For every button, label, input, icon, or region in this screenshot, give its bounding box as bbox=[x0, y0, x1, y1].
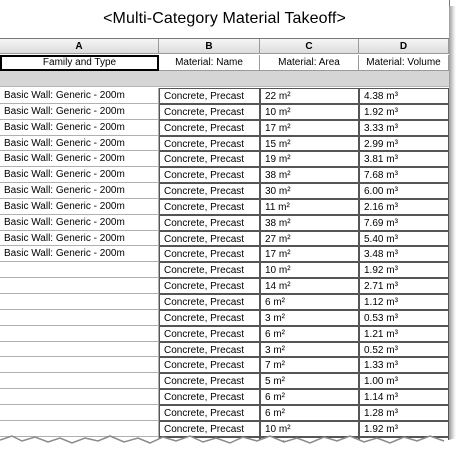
material-volume-cell[interactable]: 2.16 m³ bbox=[359, 199, 449, 215]
material-volume-cell[interactable]: 4.38 m³ bbox=[359, 88, 449, 104]
material-volume-cell[interactable]: 5.40 m³ bbox=[359, 231, 449, 247]
material-volume-cell[interactable]: 6.00 m³ bbox=[359, 183, 449, 199]
material-name-cell[interactable]: Concrete, Precast bbox=[159, 88, 260, 104]
material-name-cell[interactable]: Concrete, Precast bbox=[159, 405, 260, 421]
header-material-name[interactable]: Material: Name bbox=[159, 55, 260, 71]
table-row[interactable] bbox=[0, 215, 449, 231]
table-row[interactable] bbox=[0, 88, 449, 104]
family-type-cell[interactable]: Basic Wall: Generic - 200m bbox=[0, 246, 159, 262]
header-family-and-type[interactable]: Family and Type bbox=[0, 55, 159, 71]
table-row[interactable] bbox=[0, 104, 449, 120]
table-row[interactable] bbox=[0, 294, 449, 310]
material-area-cell[interactable]: 27 m² bbox=[260, 231, 359, 247]
schedule-title: <Multi-Category Material Takeoff> bbox=[0, 0, 449, 39]
family-type-cell[interactable]: Basic Wall: Generic - 200m bbox=[0, 215, 159, 231]
family-type-cell[interactable]: Basic Wall: Generic - 200m bbox=[0, 167, 159, 183]
table-row[interactable] bbox=[0, 136, 449, 152]
family-type-cell[interactable] bbox=[0, 278, 159, 294]
family-type-cell[interactable]: Basic Wall: Generic - 200m bbox=[0, 88, 159, 104]
material-name-cell[interactable]: Concrete, Precast bbox=[159, 278, 260, 294]
material-name-cell[interactable]: Concrete, Precast bbox=[159, 310, 260, 326]
material-name-cell[interactable]: Concrete, Precast bbox=[159, 342, 260, 358]
material-volume-cell[interactable]: 1.92 m³ bbox=[359, 104, 449, 120]
material-area-cell[interactable]: 14 m² bbox=[260, 278, 359, 294]
material-volume-cell[interactable]: 1.28 m³ bbox=[359, 405, 449, 421]
material-area-cell[interactable]: 15 m² bbox=[260, 136, 359, 152]
material-name-cell[interactable]: Concrete, Precast bbox=[159, 120, 260, 136]
material-area-cell[interactable]: 17 m² bbox=[260, 120, 359, 136]
material-name-cell[interactable]: Concrete, Precast bbox=[159, 199, 260, 215]
header-material-volume[interactable]: Material: Volume bbox=[359, 55, 449, 71]
family-type-cell[interactable]: Basic Wall: Generic - 200m bbox=[0, 231, 159, 247]
material-area-cell[interactable]: 10 m² bbox=[260, 421, 359, 437]
family-type-cell[interactable]: Basic Wall: Generic - 200m bbox=[0, 120, 159, 136]
material-area-cell[interactable]: 38 m² bbox=[260, 215, 359, 231]
table-row[interactable] bbox=[0, 357, 449, 373]
family-type-cell[interactable] bbox=[0, 310, 159, 326]
material-volume-cell[interactable]: 1.92 m³ bbox=[359, 262, 449, 278]
material-name-cell[interactable]: Concrete, Precast bbox=[159, 246, 260, 262]
material-area-cell[interactable]: 10 m² bbox=[260, 262, 359, 278]
family-type-cell[interactable] bbox=[0, 326, 159, 342]
material-volume-cell[interactable]: 1.12 m³ bbox=[359, 294, 449, 310]
table-row[interactable] bbox=[0, 262, 449, 278]
family-type-cell[interactable] bbox=[0, 373, 159, 389]
material-name-cell[interactable]: Concrete, Precast bbox=[159, 294, 260, 310]
family-type-cell[interactable]: Basic Wall: Generic - 200m bbox=[0, 183, 159, 199]
material-name-cell[interactable]: Concrete, Precast bbox=[159, 262, 260, 278]
table-row[interactable] bbox=[0, 326, 449, 342]
family-type-cell[interactable] bbox=[0, 357, 159, 373]
material-volume-cell[interactable]: 7.68 m³ bbox=[359, 167, 449, 183]
table-row[interactable] bbox=[0, 151, 449, 167]
material-volume-cell[interactable]: 1.92 m³ bbox=[359, 421, 449, 437]
sheet-shadow bbox=[449, 6, 456, 457]
material-name-cell[interactable]: Concrete, Precast bbox=[159, 215, 260, 231]
material-area-cell[interactable]: 6 m² bbox=[260, 405, 359, 421]
material-area-cell[interactable]: 19 m² bbox=[260, 151, 359, 167]
column-letter-c[interactable]: C bbox=[260, 39, 359, 54]
material-volume-cell[interactable]: 7.69 m³ bbox=[359, 215, 449, 231]
material-name-cell[interactable]: Concrete, Precast bbox=[159, 389, 260, 405]
material-area-cell[interactable]: 17 m² bbox=[260, 246, 359, 262]
material-name-cell[interactable]: Concrete, Precast bbox=[159, 167, 260, 183]
table-row[interactable] bbox=[0, 120, 449, 136]
table-row[interactable] bbox=[0, 278, 449, 294]
header-separator-band bbox=[0, 71, 449, 87]
family-type-cell[interactable]: Basic Wall: Generic - 200m bbox=[0, 199, 159, 215]
family-type-cell[interactable] bbox=[0, 389, 159, 405]
table-row[interactable] bbox=[0, 199, 449, 215]
material-volume-cell[interactable]: 1.00 m³ bbox=[359, 373, 449, 389]
material-name-cell[interactable]: Concrete, Precast bbox=[159, 183, 260, 199]
material-name-cell[interactable]: Concrete, Precast bbox=[159, 373, 260, 389]
material-volume-cell[interactable]: 1.33 m³ bbox=[359, 357, 449, 373]
material-volume-cell[interactable]: 1.14 m³ bbox=[359, 389, 449, 405]
table-row[interactable] bbox=[0, 231, 449, 247]
material-volume-cell[interactable]: 0.53 m³ bbox=[359, 310, 449, 326]
material-name-cell[interactable]: Concrete, Precast bbox=[159, 231, 260, 247]
material-area-cell[interactable]: 6 m² bbox=[260, 326, 359, 342]
table-row[interactable] bbox=[0, 183, 449, 199]
material-volume-cell[interactable]: 2.99 m³ bbox=[359, 136, 449, 152]
material-area-cell[interactable]: 30 m² bbox=[260, 183, 359, 199]
family-type-cell[interactable] bbox=[0, 405, 159, 421]
material-volume-cell[interactable]: 1.21 m³ bbox=[359, 326, 449, 342]
column-letter-a[interactable]: A bbox=[0, 39, 159, 54]
material-area-cell[interactable]: 38 m² bbox=[260, 167, 359, 183]
table-row[interactable] bbox=[0, 342, 449, 358]
family-type-cell[interactable]: Basic Wall: Generic - 200m bbox=[0, 136, 159, 152]
family-type-cell[interactable] bbox=[0, 294, 159, 310]
family-type-cell[interactable]: Basic Wall: Generic - 200m bbox=[0, 104, 159, 120]
material-name-cell[interactable]: Concrete, Precast bbox=[159, 357, 260, 373]
material-area-cell[interactable]: 5 m² bbox=[260, 373, 359, 389]
table-row[interactable] bbox=[0, 310, 449, 326]
table-row[interactable] bbox=[0, 167, 449, 183]
table-row[interactable] bbox=[0, 246, 449, 262]
material-area-cell[interactable]: 7 m² bbox=[260, 357, 359, 373]
family-type-cell[interactable] bbox=[0, 262, 159, 278]
material-area-cell[interactable]: 22 m² bbox=[260, 88, 359, 104]
material-area-cell[interactable]: 6 m² bbox=[260, 294, 359, 310]
material-volume-cell[interactable]: 3.48 m³ bbox=[359, 246, 449, 262]
material-volume-cell[interactable]: 2.71 m³ bbox=[359, 278, 449, 294]
table-row[interactable] bbox=[0, 405, 449, 421]
family-type-cell[interactable] bbox=[0, 342, 159, 358]
material-area-cell[interactable]: 10 m² bbox=[260, 104, 359, 120]
column-letter-b[interactable]: B bbox=[159, 39, 260, 54]
material-volume-cell[interactable]: 0.52 m³ bbox=[359, 342, 449, 358]
family-type-cell[interactable]: Basic Wall: Generic - 200m bbox=[0, 151, 159, 167]
material-area-cell[interactable]: 3 m² bbox=[260, 342, 359, 358]
table-row[interactable] bbox=[0, 373, 449, 389]
material-area-cell[interactable]: 11 m² bbox=[260, 199, 359, 215]
material-area-cell[interactable]: 6 m² bbox=[260, 389, 359, 405]
header-material-area[interactable]: Material: Area bbox=[260, 55, 359, 71]
material-name-cell[interactable]: Concrete, Precast bbox=[159, 151, 260, 167]
material-name-cell[interactable]: Concrete, Precast bbox=[159, 104, 260, 120]
torn-edge bbox=[0, 432, 457, 457]
table-row[interactable] bbox=[0, 389, 449, 405]
material-name-cell[interactable]: Concrete, Precast bbox=[159, 136, 260, 152]
column-letter-d[interactable]: D bbox=[359, 39, 449, 54]
material-volume-cell[interactable]: 3.33 m³ bbox=[359, 120, 449, 136]
material-area-cell[interactable]: 3 m² bbox=[260, 310, 359, 326]
schedule-rows bbox=[0, 88, 449, 452]
material-name-cell[interactable]: Concrete, Precast bbox=[159, 326, 260, 342]
material-volume-cell[interactable]: 3.81 m³ bbox=[359, 151, 449, 167]
material-name-cell[interactable]: Concrete, Precast bbox=[159, 421, 260, 437]
